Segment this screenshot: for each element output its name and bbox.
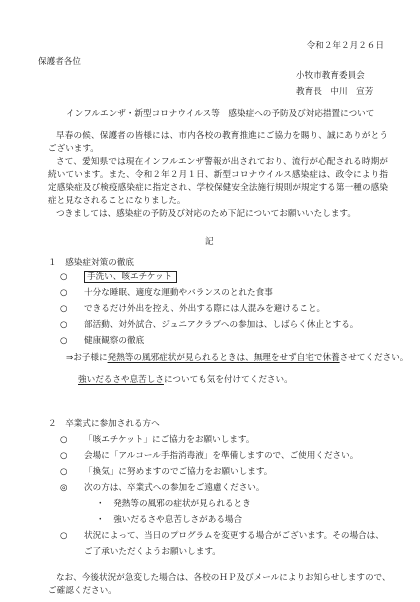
section-2-item — [60, 450, 358, 463]
section-2-item — [60, 434, 254, 447]
health-note-line-2 — [78, 374, 293, 387]
item-text: できるだけ外出を控え、外出する際には人混みを避けること。 — [84, 304, 326, 314]
item-text: 次の方は、卒業式への参加をご遠慮ください。 — [84, 483, 265, 493]
section-1-item — [60, 287, 273, 300]
closing-paragraph: なお、今後状況が急変した場合は、各校のＨＰ及びメールによりお知らせしますので、ご確認ください。 — [48, 573, 391, 596]
document-date: 令和２年２月２６日 — [306, 41, 384, 51]
bullet-circle-icon: ○ — [60, 304, 68, 314]
document-title: インフルエンザ・新型コロナウイルス等 感染症への予防及び対応措置について — [66, 109, 375, 119]
item-text-boxed: 手洗い、咳エチケット — [84, 271, 177, 283]
intro-paragraph-greeting: 早春の候、保護者の皆様には、市内各校の教育推進にご協力を賜り、誠にありがとうございます。 — [48, 131, 388, 154]
section-2-sub-item: ・ 強いだるさや息苦しさがある場合 — [96, 515, 243, 525]
section-2-item-continuation: ご了承いただくようお願いします。 — [84, 547, 221, 557]
bullet-circle-icon: ○ — [60, 467, 68, 477]
note-suffix: させてください。 — [339, 353, 409, 363]
item-text: 部活動、対外試合、ジュニアクラブへの参加は、しばらく休止とする。 — [84, 320, 359, 330]
item-text: 会場に「アルコール手指消毒液」を準備しますので、ご使用ください。 — [84, 451, 359, 461]
bullet-double-circle-icon: ◎ — [60, 483, 68, 493]
bullet-circle-icon: ○ — [60, 531, 68, 541]
intro-paragraph-situation: さて、愛知県では現在インフルエンザ警報が出されており、流行が心配される時期が続いています。また、令和２年２月１日、新型コロナウイルス感染症は、政令により指定感染症及び検疫感染症に指定され、学校保健安全法施行規則が規定する第一種の感染症と見なされることになりました。 — [48, 157, 388, 206]
bullet-circle-icon: ○ — [60, 435, 68, 445]
section-1-heading: １ 感染症対策の徹底 — [48, 258, 134, 268]
issuer-organization: 小牧市教育委員会 — [296, 71, 365, 81]
arrow-icon: ⇒ — [66, 353, 74, 363]
section-1-item — [60, 271, 177, 284]
note-prefix: お子様に — [73, 353, 108, 363]
intro-paragraph-request: つきましては、感染症の予防及び対応のため下記についてお願いいたします。 — [56, 209, 356, 219]
ki-heading: 記 — [205, 237, 214, 247]
section-2-item — [60, 466, 272, 479]
item-text: 「咳エチケット」にご協力をお願いします。 — [84, 435, 255, 445]
note-suffix: についても気を付けてください。 — [163, 375, 293, 385]
section-1-item — [60, 303, 325, 316]
health-note-line-1 — [66, 352, 408, 365]
bullet-circle-icon: ○ — [60, 272, 68, 282]
bullet-circle-icon: ○ — [60, 288, 68, 298]
addressee: 保護者各位 — [38, 57, 81, 67]
note-emphasis-fatigue: 強いだるさや息苦しさ — [78, 375, 164, 385]
bullet-circle-icon: ○ — [60, 336, 68, 346]
section-2-item — [60, 530, 384, 543]
note-emphasis-fever: 発熱等の風邪症状が見られるときは、無理をせず自宅で休養 — [107, 353, 340, 363]
section-2-heading: ２ 卒業式に参加される方へ — [48, 419, 160, 429]
item-text: 健康観察の徹底 — [84, 336, 145, 346]
section-1-item — [60, 319, 358, 332]
item-text: 状況によって、当日のプログラムを変更する場合がございます。その場合は、 — [84, 531, 384, 541]
section-2-item — [60, 482, 264, 495]
issuer-name: 教育長 中川 宣芳 — [296, 87, 374, 97]
item-text: 十分な睡眠、適度な運動やバランスのとれた食事 — [84, 288, 273, 298]
bullet-circle-icon: ○ — [60, 451, 68, 461]
bullet-circle-icon: ○ — [60, 320, 68, 330]
item-text: 「換気」に努めますのでご協力をお願いします。 — [84, 467, 273, 477]
section-2-sub-item: ・ 発熱等の風邪の症状が見られるとき — [96, 499, 251, 509]
section-1-item — [60, 335, 144, 348]
